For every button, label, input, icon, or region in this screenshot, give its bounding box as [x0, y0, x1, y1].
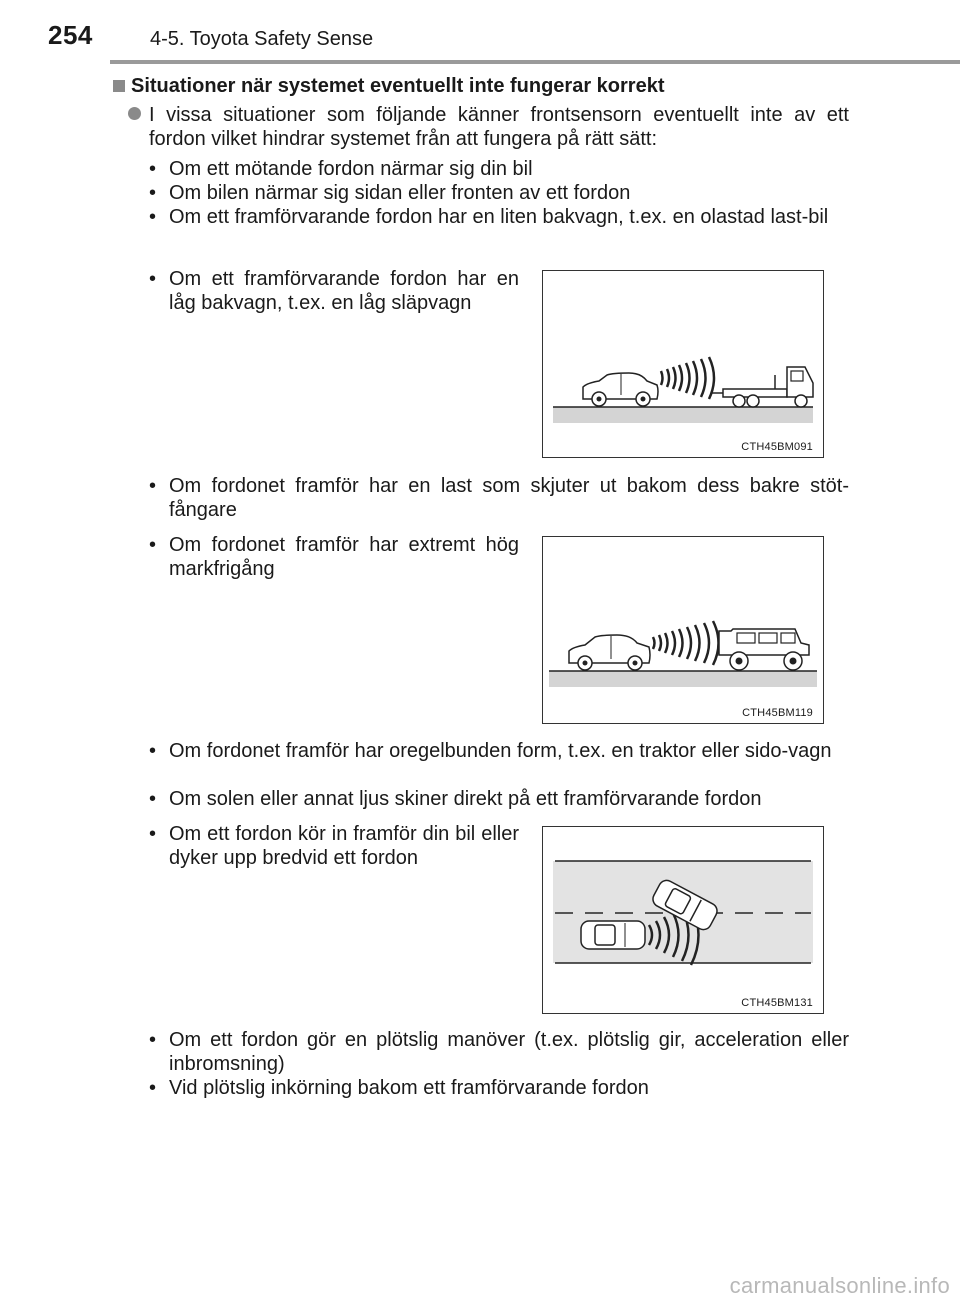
list-item-text: Om bilen närmar sig sidan eller fronten av ett fordon: [169, 182, 631, 204]
list-item-text: Om ett framförvarande fordon har en liten bakvagn, t.ex. en olastad last-bil: [169, 206, 829, 228]
list-item-text: Om ett fordon kör in framför din bil eller dyker upp bredvid ett fordon: [169, 823, 519, 869]
figure-cut-in-vehicle: [542, 826, 824, 1014]
list-item-text: Om ett framförvarande fordon har en låg bakvagn, t.ex. en låg släpvagn: [169, 268, 519, 314]
page-header: [0, 0, 960, 66]
cut-in-illustration: [543, 827, 823, 1013]
page-number: 254: [48, 20, 93, 50]
list-item-text: Om ett mötande fordon närmar sig din bil: [169, 158, 533, 180]
list-item: • Om fordonet framför har extremt hög markfrigång: [149, 534, 519, 580]
list-item: • Om ett framförvarande fordon har en låg bakvagn, t.ex. en låg släpvagn: [149, 268, 519, 314]
square-bullet-icon: [113, 80, 125, 92]
header-rule: [110, 60, 960, 64]
figure-id: CTH45BM091: [741, 441, 813, 453]
list-item: • Om fordonet framför har en last som skjuter ut bakom dess bakre stöt-fångare: [149, 475, 849, 521]
high-clearance-illustration: [543, 537, 823, 723]
list-item: • Om fordonet framför har oregelbunden form, t.ex. en traktor eller sido-vagn: [149, 739, 849, 763]
subsection-heading: Situationer när systemet eventuellt inte fungerar korrekt: [131, 75, 665, 97]
intro-paragraph: I vissa situationer som följande känner frontsensorn eventuellt inte av ett fordon vilket hindrar systemet från att fungera på rätt sätt:: [149, 104, 849, 150]
circle-bullet-icon: [128, 107, 141, 120]
figure-id: CTH45BM119: [742, 707, 813, 719]
list-item: • Om solen eller annat ljus skiner direkt på ett framförvarande fordon: [149, 787, 849, 811]
list-item-text: Om fordonet framför har oregelbunden form, t.ex. en traktor eller sido-vagn: [169, 740, 832, 762]
watermark-link[interactable]: carmanualsonline.info: [729, 1273, 950, 1298]
list-item-text: Om ett fordon gör en plötslig manöver (t.ex. plötslig gir, acceleration eller inbromsning): [169, 1029, 849, 1075]
list-item-text: Om solen eller annat ljus skiner direkt på ett framförvarande fordon: [169, 788, 762, 810]
list-item-text: Vid plötslig inkörning bakom ett framförvarande fordon: [169, 1077, 649, 1099]
list-item-text: Om fordonet framför har extremt hög markfrigång: [169, 534, 519, 580]
figure-low-trailer: [542, 270, 824, 458]
list-item-text: Om fordonet framför har en last som skjuter ut bakom dess bakre stöt-fångare: [169, 475, 849, 521]
list-item: • Om ett mötande fordon närmar sig din bil: [149, 157, 849, 181]
section-title: 4-5. Toyota Safety Sense: [150, 28, 374, 50]
low-trailer-illustration: [543, 271, 823, 457]
list-item: • Om ett fordon kör in framför din bil eller dyker upp bredvid ett fordon: [149, 823, 519, 869]
figure-id: CTH45BM131: [741, 997, 813, 1009]
list-item: • Vid plötslig inkörning bakom ett framförvarande fordon: [149, 1076, 849, 1100]
list-item: • Om bilen närmar sig sidan eller fronten av ett fordon: [149, 181, 849, 205]
list-item: • Om ett framförvarande fordon har en liten bakvagn, t.ex. en olastad last-bil: [149, 205, 849, 229]
figure-high-clearance: [542, 536, 824, 724]
list-item: • Om ett fordon gör en plötslig manöver (t.ex. plötslig gir, acceleration eller inbromsning): [149, 1029, 849, 1075]
